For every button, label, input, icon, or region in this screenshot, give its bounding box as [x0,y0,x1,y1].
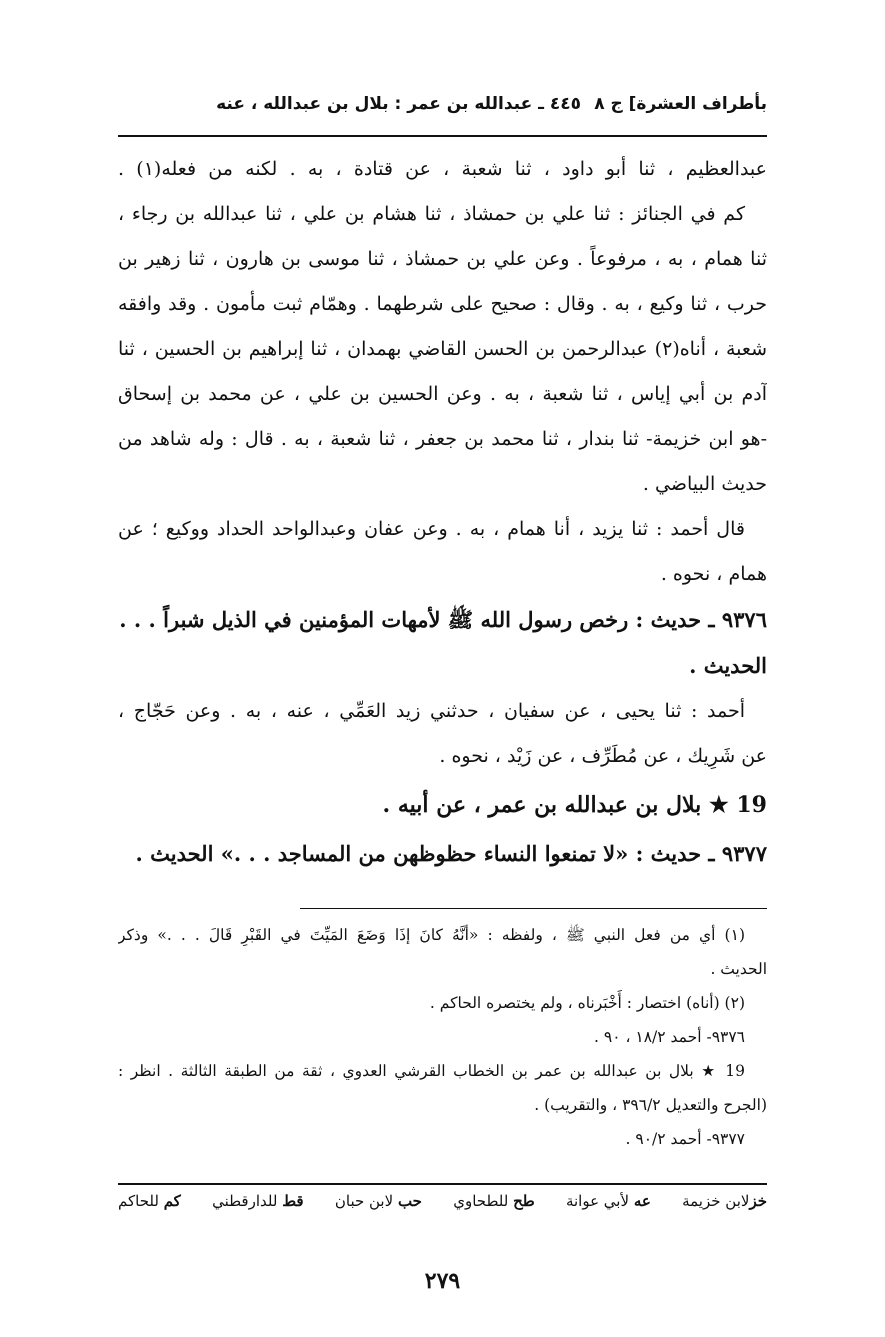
text-line: قال أحمد : ثنا يزيد ، أنا همام ، به . وعن عفان وعبدالواحد الحداد ووكيع ؛ عن [118,518,745,540]
text-line: -هو ابن خزيمة- ثنا بندار ، ثنا محمد بن جعفر ، ثنا شعبة ، به . قال : وله شاهد من [118,428,767,450]
abbr-item: كم للحاكم [118,1192,181,1210]
text-line: عبدالعظيم ، ثنا أبو داود ، ثنا شعبة ، عن قتادة ، به . لكنه من فعله(١) . [118,158,767,180]
footnote-line: (٢) (أناه) اختصار : أَخْبَرناه ، ولم يختصره الحاكم . [429,994,745,1012]
header-section-title: ٤٤٥ ـ عبدالله بن عمر : بلال بن عبدالله ، عنه [216,94,581,114]
footnote-rule [300,908,767,909]
footnote-line: (١) أي من فعل النبي ﷺ ، ولفظه : «أنَّهُ كانَ إذَا وَضَعَ المَيِّتَ في القَبْرِ قَالَ . . .» وذكر [118,926,745,944]
footnote-line: (الجرح والتعديل ٣٩٦/٢ ، والتقريب) . [534,1096,767,1114]
abbr-item: عه لأبي عوانة [565,1192,651,1210]
text-line: همام ، نحوه . [660,563,767,585]
text-line: حديث البياضي . [642,473,767,495]
text-line: ثنا همام ، به ، مرفوعاً . وعن علي بن حمشاذ ، ثنا موسى بن هارون ، ثنا زهير بن [118,248,767,270]
hadith-9377-heading: ٩٣٧٧ ـ حديث : «لا تمنعوا النساء حظوظهن من المساجد . . .» الحديث . [135,841,767,866]
text-line: أحمد : ثنا يحيى ، عن سفيان ، حدثني زيد العَمِّي ، عنه ، به . وعن حَجّاج ، [118,700,745,722]
abbreviation-key [118,1192,767,1232]
abbr-item: حب لابن حبان [334,1192,422,1210]
abbreviation-rule [118,1183,767,1185]
text-line: حرب ، ثنا وكيع ، به . وقال : صحيح على شرطهما . وهمّام ثبت مأمون . وقد وافقه [118,293,767,315]
footnote-line: ٩٣٧٧- أحمد ٩٠/٢ . [625,1130,745,1148]
running-header [118,88,767,124]
text-line: آدم بن أبي إياس ، ثنا شعبة ، به . وعن الحسين بن علي ، عن محمد بن إسحاق [118,383,767,405]
abbr-item: قط للدارقطني [212,1192,304,1210]
header-volume: بأطراف العشرة] ج ٨ [594,94,767,114]
star-icon: ★ [708,792,729,818]
footnote-line: 19 ★ بلال بن عبدالله بن عمر بن الخطاب القرشي العدوي ، ثقة من الطبقة الثالثة . انظر : [118,1062,745,1080]
section-title: بلال بن عبدالله بن عمر ، عن أبيه . [382,792,702,818]
section-number: 19 [736,792,767,818]
header-rule [118,135,767,137]
hadith-9376-heading-cont: الحديث . [689,653,767,678]
abbr-item: خزلابن خزيمة [682,1192,767,1210]
text-line: شعبة ، أناه(٢) عبدالرحمن بن الحسن القاضي بهمدان ، ثنا إبراهيم بن الحسين ، ثنا [118,338,767,360]
text-line: عن شَرِيك ، عن مُطَرِّف ، عن زَيْد ، نحوه . [439,745,767,767]
footnote-line: الحديث . [710,960,767,978]
hadith-9376-heading: ٩٣٧٦ ـ حديث : رخص رسول الله ﷺ لأمهات المؤمنين في الذيل شبراً . . . [119,607,767,632]
footnotes [118,918,767,1156]
footnote-line: ٩٣٧٦- أحمد ١٨/٢ ، ٩٠ . [594,1028,745,1046]
text-line: كم في الجنائز : ثنا علي بن حمشاذ ، ثنا هشام بن علي ، ثنا عبدالله بن رجاء ، [118,203,745,225]
abbr-item: طح للطحاوي [453,1192,535,1210]
page-number: ٢٧٩ [424,1268,461,1294]
section-19-heading [118,779,767,831]
main-text [118,147,767,877]
